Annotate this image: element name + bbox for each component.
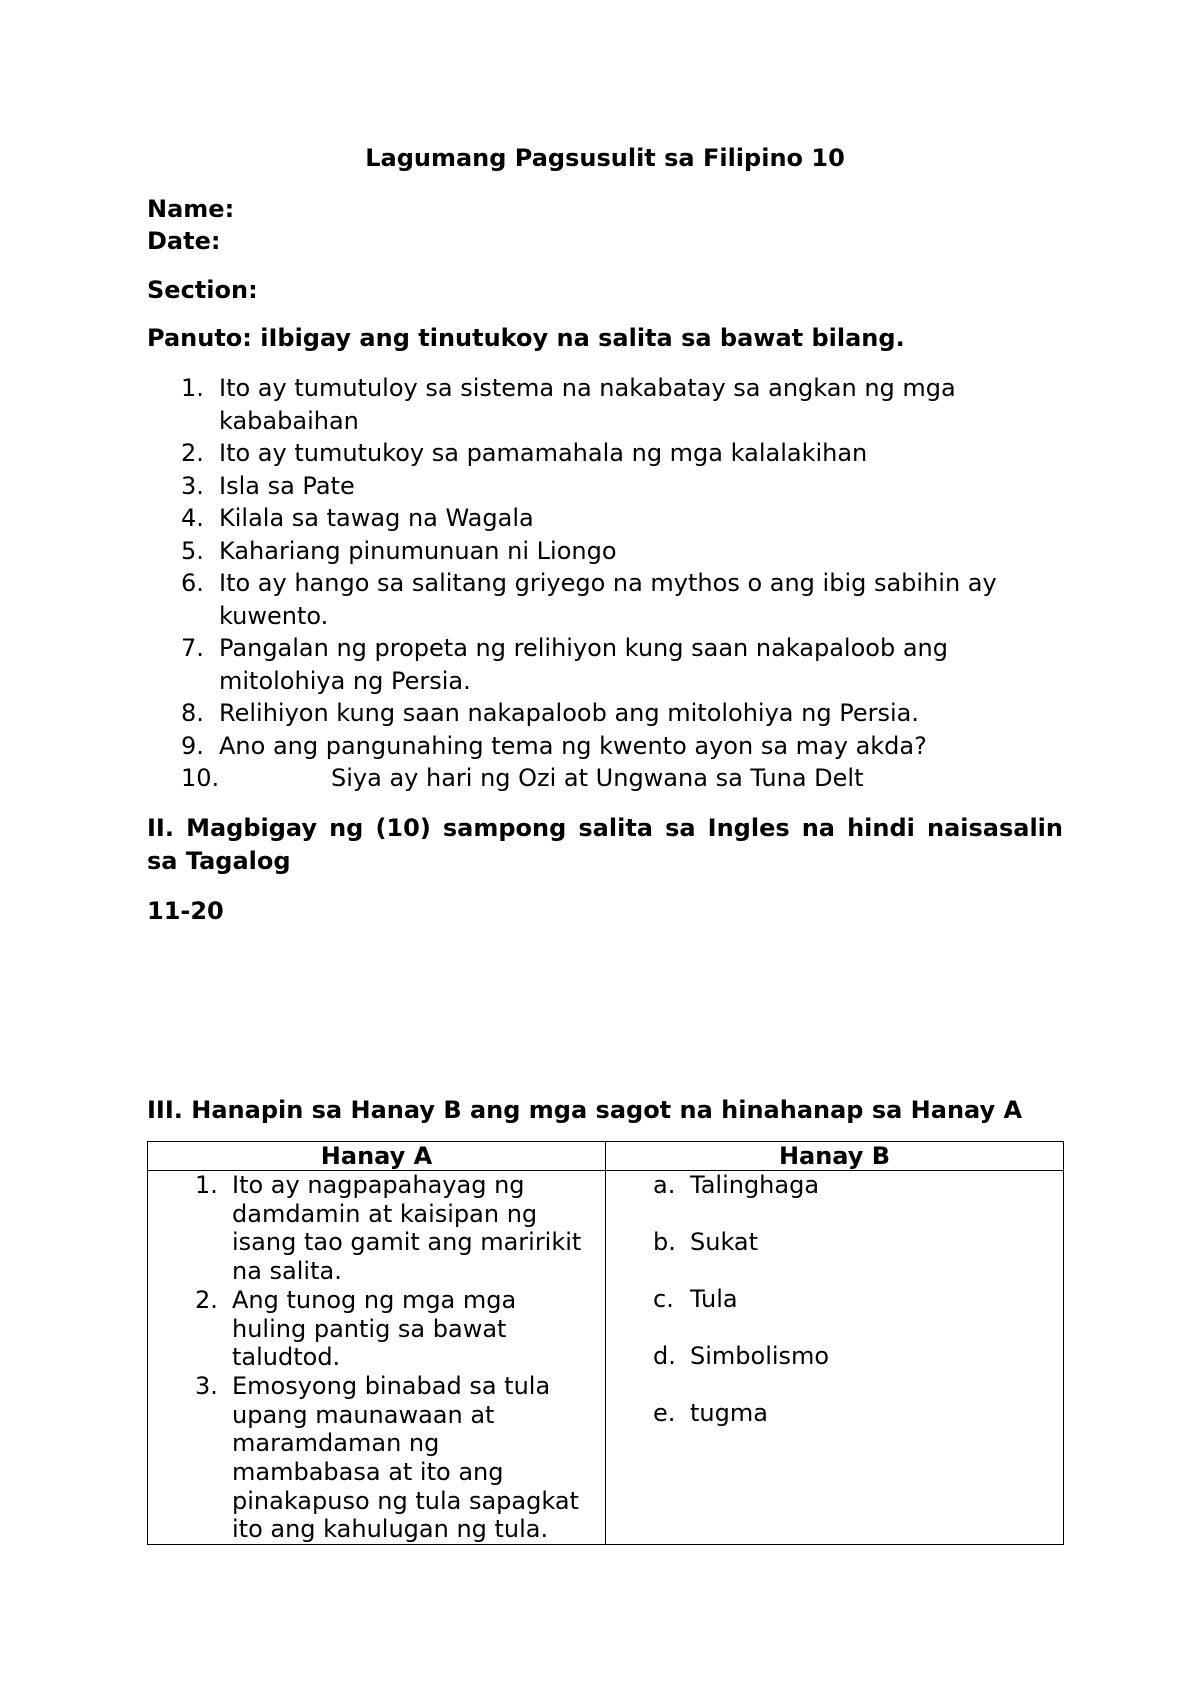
date-field-label: Date: — [147, 227, 221, 255]
list-item — [147, 632, 1063, 697]
name-field-label: Name: — [147, 195, 235, 223]
item-number: 9. — [181, 731, 204, 760]
list-item — [606, 1228, 1063, 1256]
item-number: 8. — [181, 699, 204, 727]
section-field-label: Section: — [147, 276, 258, 304]
item-text: Isla sa Pate — [219, 471, 355, 500]
list-item — [147, 372, 1063, 437]
list-item — [606, 1171, 1063, 1199]
column-a-header: Hanay A — [148, 1142, 606, 1171]
item-text: Sukat — [690, 1228, 759, 1256]
list-item — [606, 1399, 1063, 1427]
page-title: Lagumang Pagsusulit sa Filipino 10 — [365, 144, 845, 172]
item-number: 2. — [181, 439, 204, 467]
item-number: 6. — [181, 569, 204, 597]
item-number: 10. — [181, 764, 220, 792]
part3-heading: III. Hanapin sa Hanay B ang mga sagot na hinahanap sa Hanay A — [147, 1096, 1023, 1124]
column-b-cell — [606, 1171, 1064, 1545]
item-text: Pangalan ng propeta ng relihiyon kung saan nakapaloob ang mitolohiya ng Persia. — [219, 634, 948, 695]
item-letter: e. — [653, 1399, 676, 1427]
item-letter: d. — [653, 1342, 676, 1370]
item-text: Ito ay tumutuloy sa sistema na nakabatay sa angkan ng mga kababaihan — [219, 374, 956, 435]
part1-instruction: Panuto: iIbigay ang tinutukoy na salita sa bawat bilang. — [147, 324, 905, 352]
item-number: 4. — [181, 504, 204, 532]
item-letter: c. — [653, 1285, 674, 1313]
column-b-header: Hanay B — [606, 1142, 1064, 1171]
item-number: 1. — [195, 1171, 218, 1199]
item-text: Simbolismo — [690, 1342, 830, 1370]
column-b-list — [606, 1171, 1063, 1427]
item-text: Ito ay tumutukoy sa pamamahala ng mga kalalakihan — [219, 439, 868, 467]
item-number: 3. — [181, 471, 204, 500]
list-item — [147, 437, 1063, 470]
item-text: Ang tunog ng mga mga huling pantig sa bawat taludtod. — [232, 1285, 517, 1372]
item-text: Ano ang pangunahing tema ng kwento ayon sa may akda? — [219, 731, 927, 760]
item-number: 3. — [195, 1371, 218, 1400]
list-item — [147, 762, 1063, 795]
list-item — [148, 1372, 605, 1544]
item-text: Kilala sa tawag na Wagala — [219, 504, 534, 532]
item-number: 7. — [181, 634, 204, 662]
question-list — [147, 372, 1063, 795]
list-item — [147, 730, 1063, 763]
item-text: Ito ay nagpapahayag ng damdamin at kaisipan ng isang tao gamit ang maririkit na salita. — [232, 1171, 582, 1286]
column-a-cell — [148, 1171, 606, 1545]
item-text: Kahariang pinumunuan ni Liongo — [219, 536, 617, 565]
item-text: Tula — [690, 1285, 738, 1313]
item-letter: a. — [653, 1171, 676, 1199]
item-number: 2. — [195, 1285, 218, 1314]
item-number: 5. — [181, 536, 204, 565]
list-item — [606, 1342, 1063, 1370]
item-number: 1. — [181, 374, 204, 402]
list-item — [147, 697, 1063, 730]
list-item — [147, 567, 1063, 632]
list-item — [148, 1171, 605, 1286]
part2-heading: II. Magbigay ng (10) sampong salita sa Ingles na hindi naisasalin sa Tagalog — [147, 814, 1063, 875]
item-text: Talinghaga — [690, 1171, 820, 1199]
item-text: tugma — [690, 1399, 768, 1427]
item-text: Emosyong binabad sa tula upang maunawaan at maramdaman ng mambabasa at ito ang pinakapuso ng tula sapagkat ito ang kahulugan ng tula. — [232, 1371, 579, 1544]
item-letter: b. — [653, 1228, 676, 1256]
matching-table — [147, 1141, 1064, 1545]
column-a-list — [148, 1171, 605, 1544]
list-item — [148, 1286, 605, 1372]
list-item — [147, 535, 1063, 568]
item-text: Relihiyon kung saan nakapaloob ang mitolohiya ng Persia. — [219, 699, 919, 727]
list-item — [147, 470, 1063, 503]
list-item — [147, 502, 1063, 535]
item-text: Siya ay hari ng Ozi at Ungwana sa Tuna Delt — [331, 764, 864, 792]
item-text: Ito ay hango sa salitang griyego na mythos o ang ibig sabihin ay kuwento. — [219, 569, 997, 630]
list-item — [606, 1285, 1063, 1313]
part2-range: 11-20 — [147, 897, 224, 925]
